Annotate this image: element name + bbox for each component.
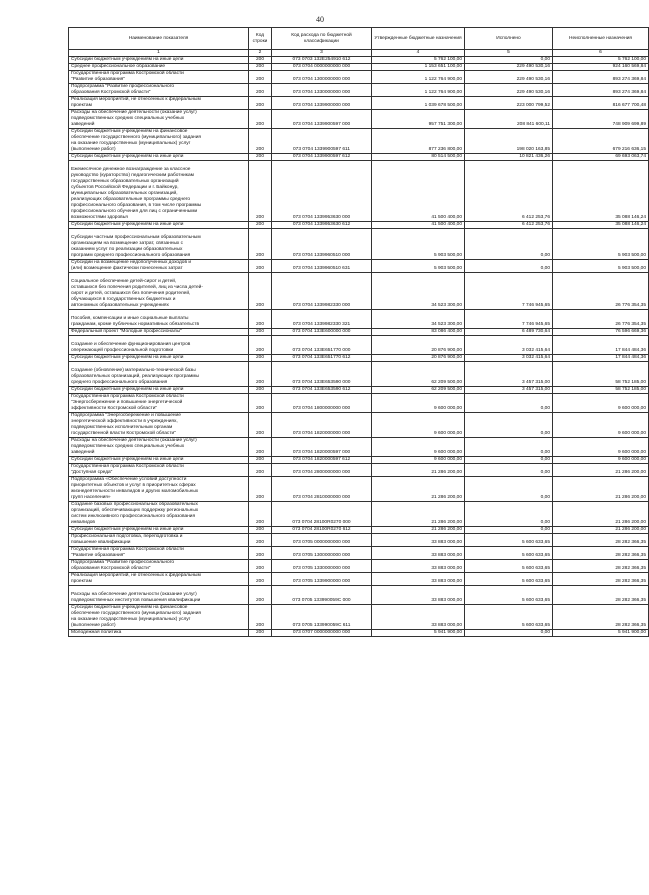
line-code: 200 (249, 84, 272, 97)
executed-amount: 5 600 633,65 (465, 586, 553, 605)
budget-code: 073 0704 133E653590 000 (272, 362, 372, 387)
header-indicator-name: Наименование показателя (69, 28, 249, 50)
executed-amount: 208 841 600,11 (465, 110, 553, 129)
table-row (69, 362, 649, 387)
line-code: 200 (249, 464, 272, 477)
remaining-amount: 5 903 500,00 (553, 260, 649, 273)
executed-amount: 0,00 (465, 413, 553, 438)
budget-code: 073 0704 1820000000 000 (272, 413, 372, 438)
column-number: 1 (69, 50, 249, 57)
approved-amount: 1 122 764 900,00 (372, 71, 465, 84)
line-code: 200 (249, 336, 272, 355)
budget-code: 073 0704 133E600000 000 (272, 329, 372, 336)
indicator-name: Государственная программа Костромской области "Развитие образования" (69, 547, 249, 560)
budget-code: 073 0704 1339900000 000 (272, 97, 372, 110)
indicator-name: Расходы на обеспечение деятельности (оказание услуг) подведомственных средних специальных учебных заведений (69, 438, 249, 457)
header-line-code: Код строки (249, 28, 272, 50)
approved-amount: 20 876 900,00 (372, 336, 465, 355)
indicator-name: Субсидии бюджетным учреждениям на иные цели (69, 457, 249, 464)
executed-amount: 0,00 (465, 630, 553, 637)
line-code: 200 (249, 110, 272, 129)
line-code: 200 (249, 387, 272, 394)
line-code: 200 (249, 161, 272, 222)
executed-amount: 5 600 633,65 (465, 547, 553, 560)
remaining-amount: 76 596 669,36 (553, 329, 649, 336)
budget-code: 073 0703 132E254910 612 (272, 57, 372, 64)
budget-code: 073 0704 28100R0270 000 (272, 502, 372, 527)
budget-code: 073 0704 1339953630 000 (272, 161, 372, 222)
line-code: 200 (249, 71, 272, 84)
table-row (69, 84, 649, 97)
budget-code: 073 0705 0000000000 000 (272, 534, 372, 547)
table-row (69, 329, 649, 336)
table-row (69, 57, 649, 64)
approved-amount: 34 523 300,00 (372, 273, 465, 310)
approved-amount: 33 883 000,00 (372, 573, 465, 586)
budget-code: 073 0704 1300000000 000 (272, 71, 372, 84)
budget-code: 073 0704 1339953630 612 (272, 222, 372, 229)
line-code: 200 (249, 527, 272, 534)
budget-code: 073 0704 133E651770 612 (272, 355, 372, 362)
budget-execution-table (68, 27, 649, 637)
approved-amount: 20 876 900,00 (372, 355, 465, 362)
table-row (69, 560, 649, 573)
approved-amount: 33 883 000,00 (372, 547, 465, 560)
budget-code: 073 0707 0000000000 000 (272, 630, 372, 637)
approved-amount: 5 762 100,00 (372, 57, 465, 64)
line-code: 200 (249, 222, 272, 229)
line-code: 200 (249, 154, 272, 161)
budget-code: 073 0704 1339900597 000 (272, 110, 372, 129)
approved-amount: 62 209 500,00 (372, 362, 465, 387)
table-row (69, 630, 649, 637)
executed-amount: 0,00 (465, 394, 553, 413)
executed-amount: 0,00 (465, 502, 553, 527)
line-code: 200 (249, 457, 272, 464)
page-number: 40 (316, 15, 324, 24)
approved-amount: 1 122 764 900,00 (372, 84, 465, 97)
indicator-name: Федеральный проект "Молодые профессионалы" (69, 329, 249, 336)
indicator-name: Профессиональная подготовка, переподготовка и повышение квалификации (69, 534, 249, 547)
remaining-amount: 28 282 366,35 (553, 547, 649, 560)
budget-code: 073 0704 1800000000 000 (272, 394, 372, 413)
line-code: 200 (249, 310, 272, 329)
line-code: 200 (249, 534, 272, 547)
table-row (69, 260, 649, 273)
indicator-name: Государственная программа Костромской области "Развитие образования" (69, 71, 249, 84)
approved-amount: 957 751 300,00 (372, 110, 465, 129)
budget-code: 073 0704 133E651770 000 (272, 336, 372, 355)
line-code: 200 (249, 438, 272, 457)
executed-amount: 0,00 (465, 477, 553, 502)
line-code: 200 (249, 97, 272, 110)
indicator-name: Реализация мероприятий, не отнесенных к федеральным проектам (69, 573, 249, 586)
indicator-name: Подпрограмма "Энергосбережение и повышение энергетической эффективности в учреждениях, подведомственных исполнительным органам государственной власти Костромской области" (69, 413, 249, 438)
remaining-amount: 816 677 700,48 (553, 97, 649, 110)
line-code: 200 (249, 129, 272, 154)
line-code: 200 (249, 260, 272, 273)
table-row (69, 527, 649, 534)
table-row (69, 229, 649, 260)
remaining-amount: 21 286 200,00 (553, 464, 649, 477)
remaining-amount: 26 776 354,35 (553, 273, 649, 310)
budget-code: 073 0704 1339982330 000 (272, 273, 372, 310)
line-code: 200 (249, 547, 272, 560)
line-code: 200 (249, 413, 272, 438)
line-code: 200 (249, 64, 272, 71)
table-row (69, 438, 649, 457)
line-code: 200 (249, 560, 272, 573)
remaining-amount: 9 600 000,00 (553, 413, 649, 438)
indicator-name: Субсидии бюджетным учреждениям на иные цели (69, 387, 249, 394)
budget-code: 073 0704 1339960510 000 (272, 229, 372, 260)
line-code: 200 (249, 229, 272, 260)
indicator-name: Субсидии частным профессиональным образовательным организациям на возмещение затрат, связанных с оказанием услуг по реализации образовательных программ среднего профессионального образования (69, 229, 249, 260)
column-number-row (69, 50, 649, 57)
indicator-name: Подпрограмма "Развитие профессионального образования Костромской области" (69, 84, 249, 97)
table-row (69, 534, 649, 547)
table-row (69, 457, 649, 464)
line-code: 200 (249, 273, 272, 310)
remaining-amount: 28 282 366,35 (553, 605, 649, 630)
indicator-name: Субсидии бюджетным учреждениям на иные цели (69, 527, 249, 534)
table-row (69, 110, 649, 129)
approved-amount: 877 236 800,00 (372, 129, 465, 154)
executed-amount: 229 490 530,16 (465, 71, 553, 84)
table-row (69, 573, 649, 586)
column-number: 2 (249, 50, 272, 57)
budget-code: 073 0704 1339982330 321 (272, 310, 372, 329)
remaining-amount: 9 600 000,00 (553, 394, 649, 413)
executed-amount: 229 490 530,16 (465, 84, 553, 97)
remaining-amount: 58 752 185,00 (553, 362, 649, 387)
indicator-name: Пособия, компенсации и иные социальные выплаты гражданам, кроме публичных нормативных обязательств (69, 310, 249, 329)
remaining-amount: 5 941 900,00 (553, 630, 649, 637)
remaining-amount: 9 600 000,00 (553, 438, 649, 457)
executed-amount: 0,00 (465, 229, 553, 260)
table-row (69, 355, 649, 362)
table-row (69, 502, 649, 527)
indicator-name: Подпрограмма "Развитие профессионального образования Костромской области" (69, 560, 249, 573)
indicator-name: Субсидии бюджетным учреждениям на финансовое обеспечение государственного (муниципального) задания на оказание государственных (муниципальных) услуг (выполнение работ) (69, 129, 249, 154)
approved-amount: 21 286 200,00 (372, 502, 465, 527)
executed-amount: 5 600 633,65 (465, 573, 553, 586)
remaining-amount: 924 160 569,84 (553, 64, 649, 71)
line-code: 200 (249, 573, 272, 586)
executed-amount: 5 600 633,65 (465, 605, 553, 630)
indicator-name: Субсидии бюджетным учреждениям на иные цели (69, 355, 249, 362)
indicator-name: Создание (обновление) материально-технической базы образовательных организаций, реализующих программы среднего профессионального образования (69, 362, 249, 387)
budget-code: 073 0704 1339900597 611 (272, 129, 372, 154)
executed-amount: 0,00 (465, 438, 553, 457)
remaining-amount: 748 909 699,89 (553, 110, 649, 129)
approved-amount: 21 286 200,00 (372, 464, 465, 477)
indicator-name: Субсидии на возмещение недополученных доходов и (или) возмещение фактически понесенных затрат (69, 260, 249, 273)
approved-amount: 9 600 000,00 (372, 438, 465, 457)
line-code: 200 (249, 586, 272, 605)
line-code: 200 (249, 477, 272, 502)
header-executed: Исполнено (465, 28, 553, 50)
budget-code: 073 0704 133E653590 612 (272, 387, 372, 394)
table-row (69, 71, 649, 84)
line-code: 200 (249, 605, 272, 630)
table-row (69, 605, 649, 630)
remaining-amount: 28 282 366,35 (553, 573, 649, 586)
table-row (69, 154, 649, 161)
budget-code: 073 0704 2800000000 000 (272, 464, 372, 477)
remaining-amount: 35 088 146,24 (553, 222, 649, 229)
table-row (69, 387, 649, 394)
approved-amount: 9 600 000,00 (372, 413, 465, 438)
line-code: 200 (249, 355, 272, 362)
column-number: 3 (272, 50, 372, 57)
executed-amount: 6 412 253,76 (465, 161, 553, 222)
budget-code: 073 0704 1820000597 612 (272, 457, 372, 464)
executed-amount: 0,00 (465, 260, 553, 273)
table-row (69, 394, 649, 413)
header-budget-code: Код расхода по бюджетной классификации (272, 28, 372, 50)
budget-code: 073 0704 0000000000 000 (272, 64, 372, 71)
indicator-name: Создание базовых профессиональных образовательных организаций, обеспечивающих поддержку региональных систем инклюзивного профессионального образования инвалидов (69, 502, 249, 527)
approved-amount: 21 286 200,00 (372, 477, 465, 502)
table-row (69, 222, 649, 229)
table-row (69, 161, 649, 222)
line-code: 200 (249, 362, 272, 387)
table-header-row (69, 28, 649, 50)
approved-amount: 5 903 500,00 (372, 260, 465, 273)
remaining-amount: 17 844 484,36 (553, 355, 649, 362)
executed-amount: 6 489 730,64 (465, 329, 553, 336)
approved-amount: 33 883 000,00 (372, 534, 465, 547)
approved-amount: 5 941 900,00 (372, 630, 465, 637)
budget-code: 073 0704 28100R0270 612 (272, 527, 372, 534)
executed-amount: 0,00 (465, 457, 553, 464)
header-approved: Утвержденные бюджетные назначения (372, 28, 465, 50)
executed-amount: 7 746 945,65 (465, 310, 553, 329)
executed-amount: 0,00 (465, 57, 553, 64)
indicator-name: Расходы на обеспечение деятельности (оказание услуг) подведомственных средних специальных учебных заведений (69, 110, 249, 129)
table-row (69, 413, 649, 438)
executed-amount: 3 032 415,64 (465, 355, 553, 362)
approved-amount: 9 600 000,00 (372, 394, 465, 413)
indicator-name: Создание и обеспечение функционирования центров опережающей профессиональной подготовки (69, 336, 249, 355)
table-row (69, 273, 649, 310)
budget-code: 073 0705 1330000000 000 (272, 560, 372, 573)
line-code: 200 (249, 630, 272, 637)
approved-amount: 1 039 678 500,00 (372, 97, 465, 110)
budget-code: 073 0704 1330000000 000 (272, 84, 372, 97)
approved-amount: 34 523 300,00 (372, 310, 465, 329)
approved-amount: 5 903 500,00 (372, 229, 465, 260)
header-remaining: Неисполненные назначения (553, 28, 649, 50)
indicator-name: Реализация мероприятий, не отнесенных к федеральным проектам (69, 97, 249, 110)
budget-code: 073 0705 133990059C 611 (272, 605, 372, 630)
table-row (69, 477, 649, 502)
indicator-name: Социальное обеспечение детей-сирот и детей, оставшихся без попечения родителей, лиц из числа детей- сирот и детей, оставшихся без попечения родителей, обучающихся в государственных бюджетных и автономных образовательных учреждениях (69, 273, 249, 310)
budget-code: 073 0704 1339900597 612 (272, 154, 372, 161)
executed-amount: 3 457 315,00 (465, 387, 553, 394)
remaining-amount: 21 286 200,00 (553, 502, 649, 527)
executed-amount: 229 490 530,16 (465, 64, 553, 71)
approved-amount: 33 883 000,00 (372, 560, 465, 573)
approved-amount: 33 883 000,00 (372, 586, 465, 605)
indicator-name: Расходы на обеспечение деятельности (оказание услуг) подведомственных институтов повышения квалификации (69, 586, 249, 605)
table-row (69, 129, 649, 154)
indicator-name: Ежемесячное денежное вознаграждение за классное руководство (кураторство) педагогическим работникам государственных образовательных организаций субъектов Российской Федерации и г. Байконур, муниципальных образовательных организаций, реализующих образовательные программы среднего профессионального образования, в том числе программы профессионального обучения для лиц с ограниченными возможностями здоровья (69, 161, 249, 222)
budget-code: 073 0704 1339960510 631 (272, 260, 372, 273)
budget-code: 073 0704 1820000597 000 (272, 438, 372, 457)
remaining-amount: 21 286 200,00 (553, 477, 649, 502)
indicator-name: Подпрограмма «Обеспечение условий доступности приоритетных объектов и услуг в приоритетных сферах жизнедеятельности инвалидов и других маломобильных групп населения» (69, 477, 249, 502)
remaining-amount: 5 903 500,00 (553, 229, 649, 260)
budget-code: 073 0705 1300000000 000 (272, 547, 372, 560)
indicator-name: Субсидии бюджетным учреждениям на иные цели (69, 57, 249, 64)
table-body (69, 57, 649, 637)
indicator-name: Молодежная политика (69, 630, 249, 637)
approved-amount: 33 883 000,00 (372, 605, 465, 630)
remaining-amount: 28 282 366,35 (553, 534, 649, 547)
executed-amount: 7 746 945,65 (465, 273, 553, 310)
remaining-amount: 28 282 366,35 (553, 560, 649, 573)
indicator-name: Субсидии бюджетным учреждениям на финансовое обеспечение государственного (муниципального) задания на оказание государственных (муниципальных) услуг (выполнение работ) (69, 605, 249, 630)
executed-amount: 223 000 799,52 (465, 97, 553, 110)
approved-amount: 21 286 200,00 (372, 527, 465, 534)
approved-amount: 1 153 651 100,00 (372, 64, 465, 71)
executed-amount: 6 412 253,76 (465, 222, 553, 229)
budget-code: 073 0705 133990059C 000 (272, 586, 372, 605)
remaining-amount: 9 600 000,00 (553, 457, 649, 464)
remaining-amount: 58 752 185,00 (553, 387, 649, 394)
table-row (69, 336, 649, 355)
column-number: 4 (372, 50, 465, 57)
approved-amount: 62 209 500,00 (372, 387, 465, 394)
table-row (69, 586, 649, 605)
remaining-amount: 17 844 484,36 (553, 336, 649, 355)
approved-amount: 9 600 000,00 (372, 457, 465, 464)
remaining-amount: 35 088 146,24 (553, 161, 649, 222)
remaining-amount: 5 762 100,00 (553, 57, 649, 64)
remaining-amount: 21 286 200,00 (553, 527, 649, 534)
column-number: 5 (465, 50, 553, 57)
table-row (69, 310, 649, 329)
indicator-name: Государственная программа Костромской области "Доступная среда" (69, 464, 249, 477)
table-row (69, 464, 649, 477)
approved-amount: 80 514 500,00 (372, 154, 465, 161)
remaining-amount: 893 274 369,84 (553, 84, 649, 97)
column-number: 6 (553, 50, 649, 57)
remaining-amount: 893 274 369,84 (553, 71, 649, 84)
indicator-name: Государственная программа Костромской области "Энергосбережение и повышение энергетической эффективности Костромской области" (69, 394, 249, 413)
table-row (69, 547, 649, 560)
indicator-name: Среднее профессиональное образование (69, 64, 249, 71)
budget-code: 073 0704 2810000000 000 (272, 477, 372, 502)
indicator-name: Субсидии бюджетным учреждениям на иные цели (69, 222, 249, 229)
indicator-name: Субсидии бюджетным учреждениям на иные цели (69, 154, 249, 161)
approved-amount: 83 086 400,00 (372, 329, 465, 336)
line-code: 200 (249, 57, 272, 64)
remaining-amount: 26 776 354,35 (553, 310, 649, 329)
line-code: 200 (249, 329, 272, 336)
approved-amount: 41 500 400,00 (372, 222, 465, 229)
budget-code: 073 0705 1339900000 000 (272, 573, 372, 586)
remaining-amount: 69 693 063,74 (553, 154, 649, 161)
line-code: 200 (249, 394, 272, 413)
remaining-amount: 28 282 366,35 (553, 586, 649, 605)
table-row (69, 64, 649, 71)
table-row (69, 97, 649, 110)
remaining-amount: 679 216 636,15 (553, 129, 649, 154)
executed-amount: 3 032 415,64 (465, 336, 553, 355)
line-code: 200 (249, 502, 272, 527)
executed-amount: 198 020 163,85 (465, 129, 553, 154)
executed-amount: 0,00 (465, 527, 553, 534)
executed-amount: 3 457 315,00 (465, 362, 553, 387)
executed-amount: 5 600 633,65 (465, 534, 553, 547)
executed-amount: 5 600 633,65 (465, 560, 553, 573)
executed-amount: 0,00 (465, 464, 553, 477)
executed-amount: 10 821 436,26 (465, 154, 553, 161)
approved-amount: 41 500 400,00 (372, 161, 465, 222)
